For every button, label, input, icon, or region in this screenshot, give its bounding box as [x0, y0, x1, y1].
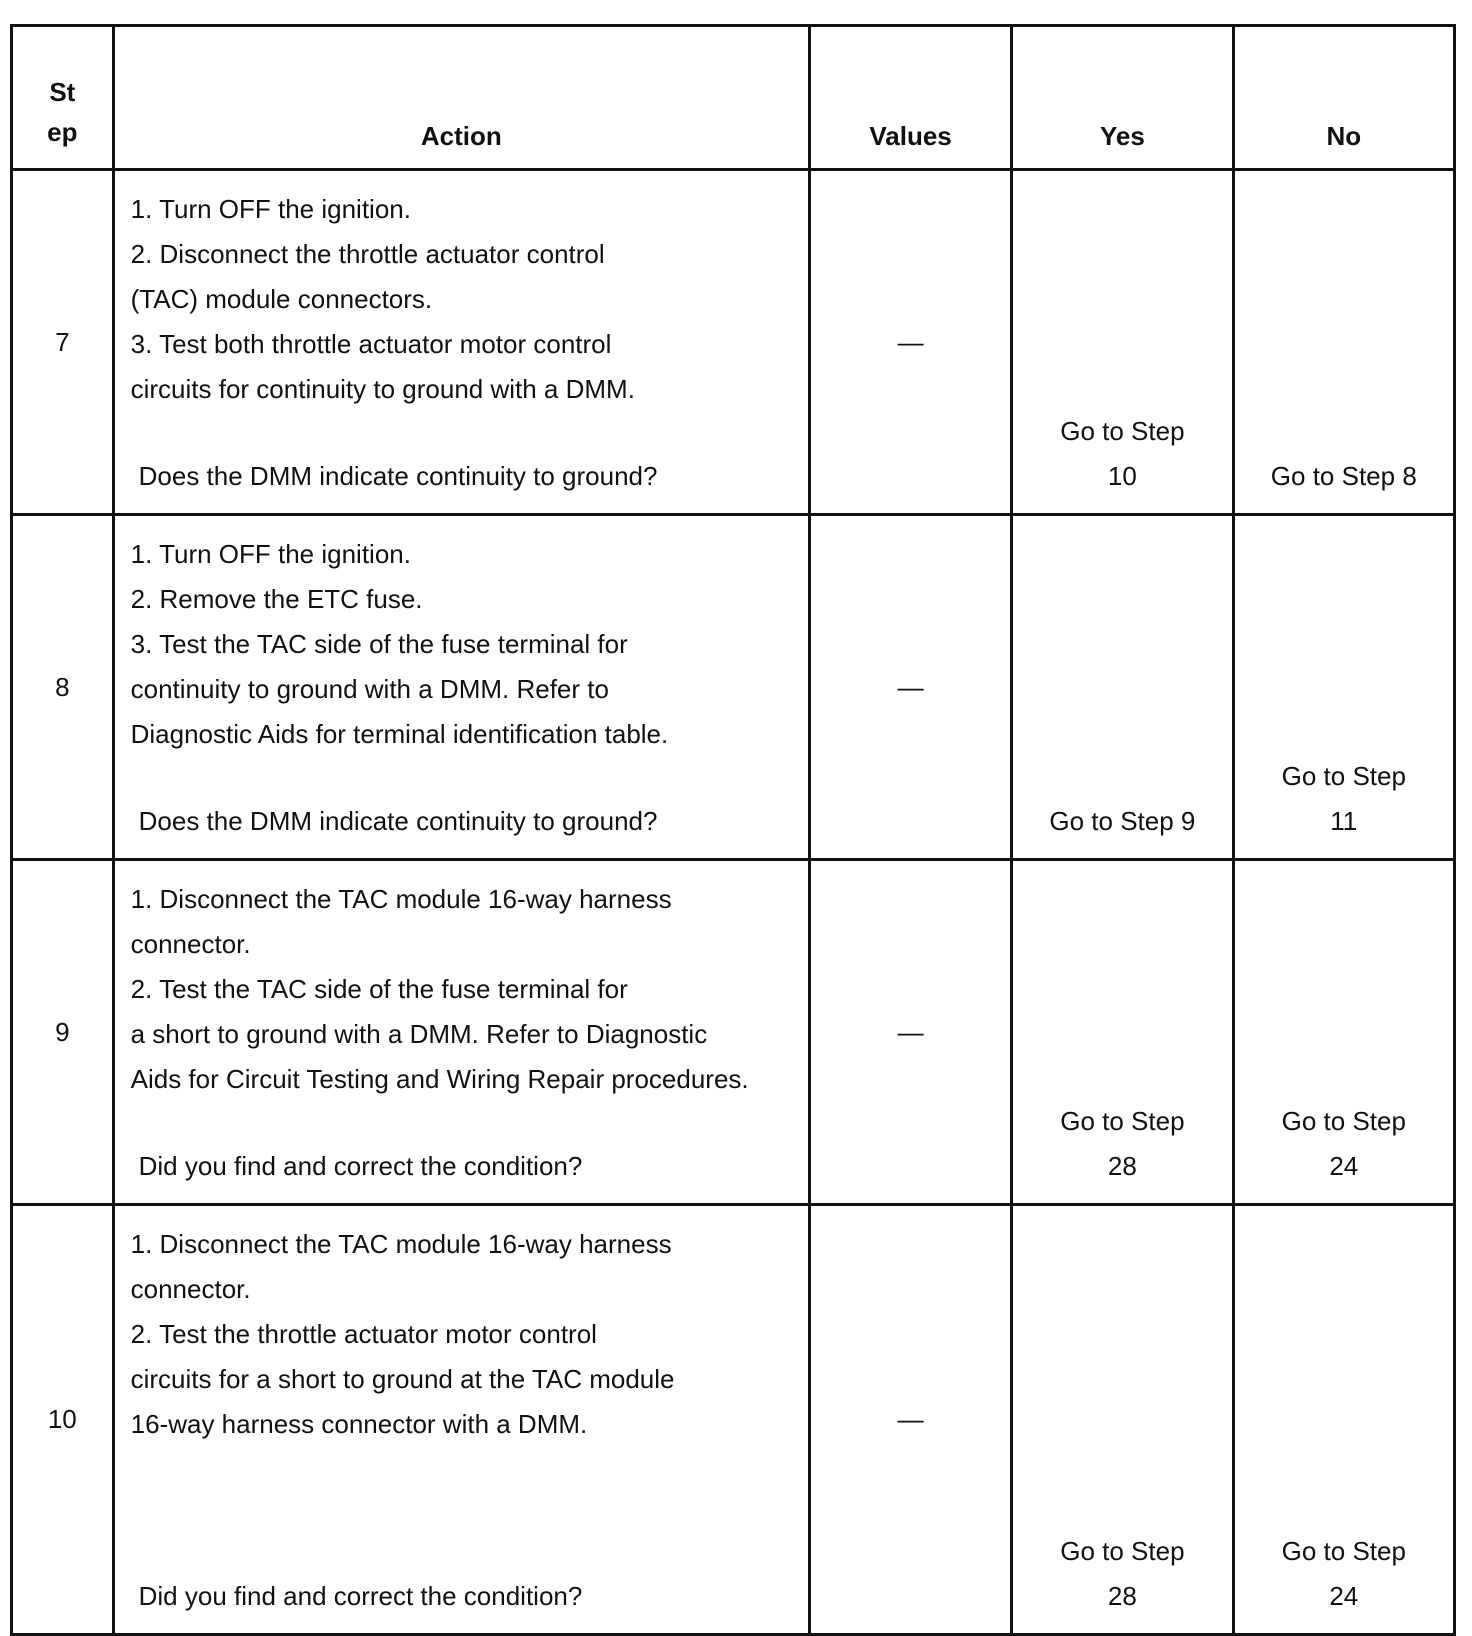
step-number: 10 [12, 1205, 114, 1635]
value-cell: — [809, 1205, 1011, 1635]
no-line: 24 [1329, 1151, 1359, 1181]
action-question: Does the DMM indicate continuity to ground? [138, 461, 658, 491]
no-line: Go to Step [1281, 761, 1406, 791]
action-line: 3. Test the TAC side of the fuse terminal for [130, 629, 628, 659]
action-line: 1. Turn OFF the ignition. [130, 539, 411, 569]
yes-header: Yes [1012, 26, 1233, 170]
value-cell: — [809, 515, 1011, 860]
no-line: Go to Step [1281, 1106, 1406, 1136]
no-cell [1233, 1205, 1454, 1635]
no-header: No [1233, 26, 1454, 170]
no-line: 11 [1330, 806, 1358, 836]
no-cell [1233, 860, 1454, 1205]
no-cell [1233, 515, 1454, 860]
action-cell [113, 170, 809, 515]
table-row [12, 860, 1455, 1205]
values-header: Values [809, 26, 1011, 170]
action-question: Did you find and correct the condition? [138, 1151, 583, 1181]
action-line: connector. [130, 1274, 251, 1304]
no-line: 24 [1329, 1581, 1359, 1611]
action-line: continuity to ground with a DMM. Refer to [130, 674, 609, 704]
action-cell [113, 1205, 809, 1635]
value-cell: — [809, 170, 1011, 515]
value-cell: — [809, 860, 1011, 1205]
table-row [12, 1205, 1455, 1635]
action-line: 1. Turn OFF the ignition. [130, 194, 411, 224]
action-cell [113, 860, 809, 1205]
step-number: 9 [12, 860, 114, 1205]
yes-cell [1012, 170, 1233, 515]
step-number: 7 [12, 170, 114, 515]
action-line: circuits for a short to ground at the TAC module [130, 1364, 675, 1394]
yes-line: Go to Step [1060, 1106, 1185, 1136]
yes-line: 10 [1107, 461, 1137, 491]
action-line: connector. [130, 929, 251, 959]
action-line: 2. Test the TAC side of the fuse terminal for [130, 974, 628, 1004]
yes-line: 28 [1107, 1581, 1137, 1611]
header-row [12, 26, 1455, 170]
action-line: Aids for Circuit Testing and Wiring Repair procedures. [130, 1064, 749, 1094]
action-line: 2. Test the throttle actuator motor control [130, 1319, 597, 1349]
action-line: 3. Test both throttle actuator motor control [130, 329, 612, 359]
action-question: Does the DMM indicate continuity to ground? [138, 806, 658, 836]
no-cell [1233, 170, 1454, 515]
action-line: 1. Disconnect the TAC module 16-way harness [130, 1229, 672, 1259]
yes-line: Go to Step 9 [1049, 806, 1196, 836]
yes-cell [1012, 1205, 1233, 1635]
yes-line: Go to Step [1060, 1536, 1185, 1566]
action-line: a short to ground with a DMM. Refer to Diagnostic [130, 1019, 708, 1049]
step-number: 8 [12, 515, 114, 860]
diagnostic-table [10, 24, 1456, 1636]
no-line: Go to Step 8 [1270, 461, 1417, 491]
table-row [12, 170, 1455, 515]
yes-line: Go to Step [1060, 416, 1185, 446]
action-question: Did you find and correct the condition? [138, 1581, 583, 1611]
step-header: St ep [12, 26, 114, 170]
action-cell [113, 515, 809, 860]
action-line: 2. Remove the ETC fuse. [130, 584, 423, 614]
action-line: 16-way harness connector with a DMM. [130, 1409, 588, 1439]
action-line: 2. Disconnect the throttle actuator control [130, 239, 605, 269]
yes-cell [1012, 515, 1233, 860]
action-header: Action [113, 26, 809, 170]
action-line: Diagnostic Aids for terminal identification table. [130, 719, 669, 749]
yes-line: 28 [1107, 1151, 1137, 1181]
action-line: circuits for continuity to ground with a DMM. [130, 374, 635, 404]
no-line: Go to Step [1281, 1536, 1406, 1566]
action-line: 1. Disconnect the TAC module 16-way harness [130, 884, 672, 914]
table-row [12, 515, 1455, 860]
action-line: (TAC) module connectors. [130, 284, 433, 314]
yes-cell [1012, 860, 1233, 1205]
